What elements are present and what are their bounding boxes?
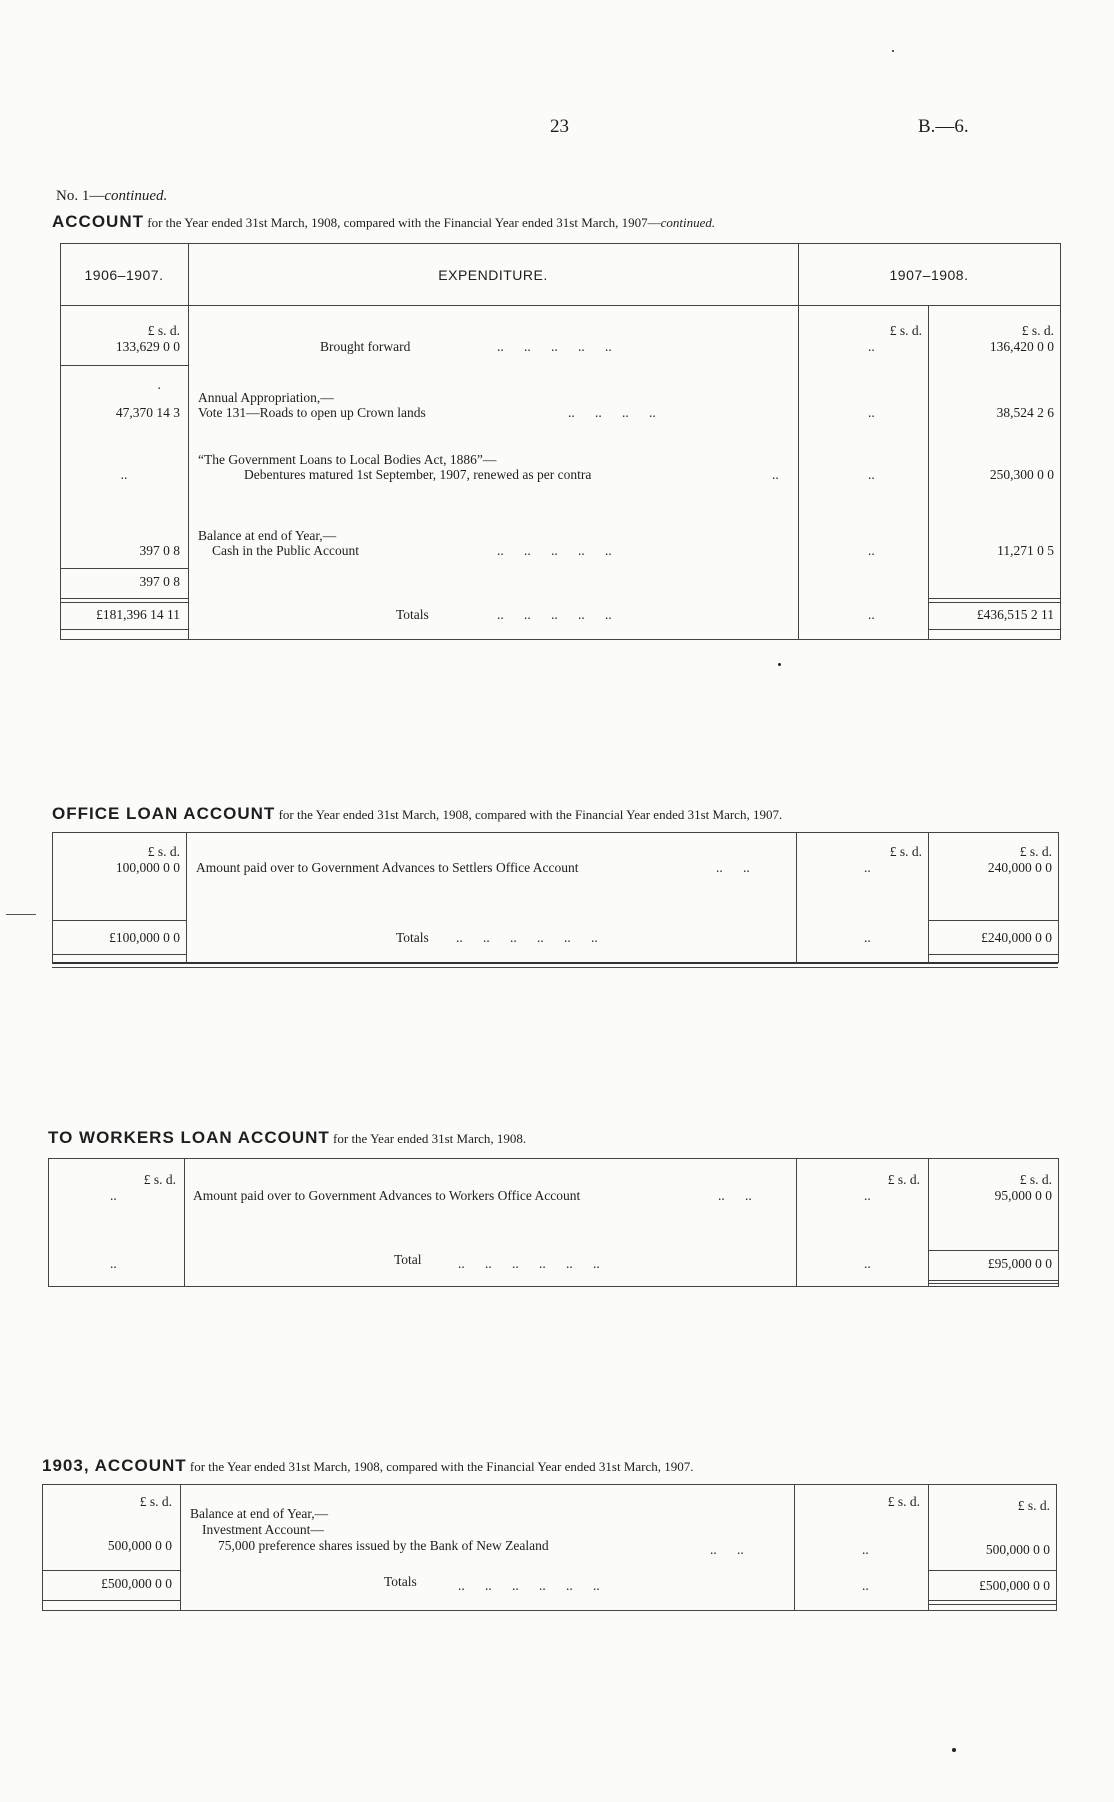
section2-heading-title: OFFICE LOAN ACCOUNT xyxy=(52,804,276,823)
section2-table xyxy=(52,832,1058,970)
scan-speck xyxy=(892,50,894,52)
section1-row4-mid: .. xyxy=(868,543,875,558)
section4-1907-amount: 500,000 0 0 xyxy=(985,1542,1050,1557)
section1-row2-desc1: Annual Appropriation,— xyxy=(198,390,334,405)
section1-row4-desc2: Cash in the Public Account xyxy=(212,543,359,558)
section3-total-label: Total xyxy=(394,1252,422,1267)
section4-desc2: Investment Account— xyxy=(202,1522,324,1537)
section3-total-1907: £95,000 0 0 xyxy=(987,1256,1052,1271)
page-number: 23 xyxy=(550,116,569,137)
section4-lsd-right: £ s. d. xyxy=(1017,1498,1050,1513)
section2-heading xyxy=(52,804,782,824)
section1-lsd-right: £ s. d. xyxy=(1021,323,1054,338)
section4-total-mid: .. xyxy=(862,1578,869,1593)
section3-desc: Amount paid over to Government Advances to Workers Office Account xyxy=(193,1188,581,1203)
section3-heading xyxy=(48,1128,526,1148)
section1-row2-mid: .. xyxy=(868,405,875,420)
section3-1907-amount: 95,000 0 0 xyxy=(994,1188,1052,1203)
section1-heading-continued: continued. xyxy=(660,215,716,230)
section2-total-dots: .. .. .. .. .. .. xyxy=(456,930,598,945)
section3-total-dots: .. .. .. .. .. .. xyxy=(458,1256,600,1271)
section3-table xyxy=(48,1158,1058,1290)
section1-row4-dots: .. .. .. .. .. xyxy=(497,543,612,558)
scan-speck xyxy=(778,663,781,666)
section3-lsd-left: £ s. d. xyxy=(143,1172,176,1187)
section1-row3-mid: .. xyxy=(868,467,875,482)
section4-total-1907: £500,000 0 0 xyxy=(979,1578,1050,1593)
section4-table xyxy=(42,1484,1056,1614)
scan-mark xyxy=(6,914,36,915)
section4-lsd-mid: £ s. d. xyxy=(887,1494,920,1509)
section1-row4-1907: 11,271 0 5 xyxy=(997,543,1054,558)
section3-heading-text: for the Year ended 31st March, 1908. xyxy=(333,1131,527,1146)
section3-lsd-mid: £ s. d. xyxy=(887,1172,920,1187)
document-reference: B.—6. xyxy=(918,116,969,137)
section3-dots: .. .. xyxy=(718,1188,752,1203)
section1-row3-1906: .. xyxy=(120,467,128,482)
section1-row1-dots: .. .. .. .. .. xyxy=(497,339,612,354)
section4-total-1906: £500,000 0 0 xyxy=(101,1576,172,1591)
section1-heading-text: for the Year ended 31st March, 1908, compared with the Financial Year ended 31st March, 1907— xyxy=(147,215,661,230)
section2-mid: .. xyxy=(864,860,871,875)
section3-total-mid: .. xyxy=(864,1256,871,1271)
section1-row3-1907: 250,300 0 0 xyxy=(989,467,1054,482)
section2-1906-amount: 100,000 0 0 xyxy=(115,860,180,875)
section2-total-mid: .. xyxy=(864,930,871,945)
section4-heading xyxy=(42,1456,694,1476)
section1-total-1907: £436,515 2 11 xyxy=(976,607,1054,622)
section1-total-dots: .. .. .. .. .. xyxy=(497,607,612,622)
section1-col-expenditure: EXPENDITURE. xyxy=(438,267,548,283)
section1-table xyxy=(60,243,1060,641)
section3-heading-title: TO WORKERS LOAN ACCOUNT xyxy=(48,1128,330,1147)
schedule-number-prefix: No. 1— xyxy=(56,188,105,204)
section2-lsd-mid: £ s. d. xyxy=(889,844,922,859)
section1-total-mid: .. xyxy=(868,607,875,622)
section2-total-1907: £240,000 0 0 xyxy=(981,930,1052,945)
section1-col-1906: 1906–1907. xyxy=(84,267,164,283)
section1-row1-mid: .. xyxy=(868,339,875,354)
schedule-number-continued: continued. xyxy=(104,188,168,204)
section3-1906-amount: .. xyxy=(110,1188,117,1203)
section1-row4-1906: 397 0 8 xyxy=(139,543,180,558)
section1-row2-dots: .. .. .. .. xyxy=(568,405,656,420)
section1-heading xyxy=(52,212,715,232)
section4-total-label: Totals xyxy=(384,1574,417,1589)
section1-row4-desc1: Balance at end of Year,— xyxy=(198,528,337,543)
section2-total-label: Totals xyxy=(396,930,429,945)
section1-lsd-mid: £ s. d. xyxy=(889,323,922,338)
section1-row1-desc: Brought forward xyxy=(320,339,411,354)
section2-heading-text: for the Year ended 31st March, 1908, compared with the Financial Year ended 31st March, 1907. xyxy=(278,807,783,822)
section4-1906-amount: 500,000 0 0 xyxy=(107,1538,172,1553)
section4-total-dots: .. .. .. .. .. .. xyxy=(458,1578,600,1593)
section1-row2-desc2: Vote 131—Roads to open up Crown lands xyxy=(198,405,426,420)
section1-row3-desc2: Debentures matured 1st September, 1907, renewed as per contra xyxy=(244,467,592,482)
section4-lsd-left: £ s. d. xyxy=(139,1494,172,1509)
section4-heading-title: 1903, ACCOUNT xyxy=(42,1456,187,1475)
section4-desc3: 75,000 preference shares issued by the Bank of New Zealand xyxy=(218,1538,549,1553)
section2-1907-amount: 240,000 0 0 xyxy=(987,860,1052,875)
section1-subtotal-1906: 397 0 8 xyxy=(139,574,180,589)
section4-desc1: Balance at end of Year,— xyxy=(190,1506,329,1521)
section3-total-1906: .. xyxy=(110,1256,117,1271)
section1-total-1906: £181,396 14 11 xyxy=(96,607,180,622)
section1-row2-mark: · xyxy=(157,381,162,396)
schedule-number xyxy=(56,188,167,205)
section2-lsd-right: £ s. d. xyxy=(1019,844,1052,859)
section1-row1-1907: 136,420 0 0 xyxy=(989,339,1054,354)
section1-total-label: Totals xyxy=(396,607,429,622)
section1-row3-dots: .. xyxy=(772,467,779,482)
section2-desc: Amount paid over to Government Advances to Settlers Office Account xyxy=(196,860,579,875)
section2-total-1906: £100,000 0 0 xyxy=(109,930,180,945)
section3-lsd-right: £ s. d. xyxy=(1019,1172,1052,1187)
scan-speck xyxy=(952,1748,956,1752)
section1-row2-1907: 38,524 2 6 xyxy=(996,405,1054,420)
section1-col-1907: 1907–1908. xyxy=(889,267,969,283)
section3-mid: .. xyxy=(864,1188,871,1203)
section1-heading-title: ACCOUNT xyxy=(52,212,144,231)
section4-mid: .. xyxy=(862,1542,869,1557)
section1-lsd-left: £ s. d. xyxy=(147,323,180,338)
section4-heading-text: for the Year ended 31st March, 1908, compared with the Financial Year ended 31st March, 1907. xyxy=(189,1459,694,1474)
section2-lsd-left: £ s. d. xyxy=(147,844,180,859)
section1-row3-desc1: “The Government Loans to Local Bodies Act, 1886”— xyxy=(198,452,497,467)
section1-row2-1906: 47,370 14 3 xyxy=(115,405,180,420)
section4-dots: .. .. xyxy=(710,1542,744,1557)
section2-dots: .. .. xyxy=(716,860,750,875)
section1-row1-1906: 133,629 0 0 xyxy=(115,339,180,354)
